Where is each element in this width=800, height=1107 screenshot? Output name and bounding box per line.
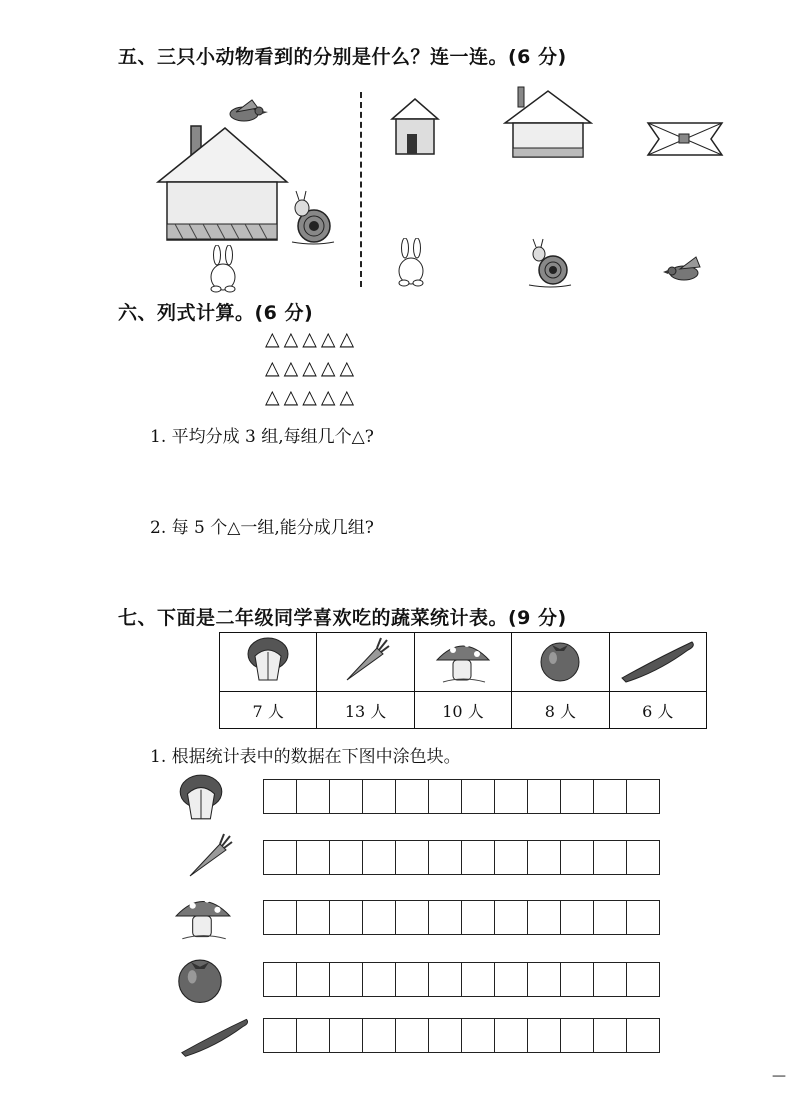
grid-cell[interactable] — [494, 900, 528, 935]
table-cell — [609, 633, 706, 692]
coloring-grid-row — [263, 962, 659, 997]
coloring-grid-row — [263, 900, 659, 935]
table-cell: 10 人 — [414, 692, 511, 729]
house-side-view-icon[interactable] — [503, 85, 593, 159]
triangle-row: △△△△△ — [265, 328, 359, 350]
grid-cell[interactable] — [362, 779, 396, 814]
grid-cell[interactable] — [263, 900, 297, 935]
grid-cell[interactable] — [362, 962, 396, 997]
grid-cell[interactable] — [626, 840, 660, 875]
grid-cell[interactable] — [527, 900, 561, 935]
grid-cell[interactable] — [362, 900, 396, 935]
rabbit-icon — [205, 245, 241, 293]
grid-cell[interactable] — [296, 840, 330, 875]
mushroom-icon — [433, 634, 493, 686]
table-cell: 13 人 — [317, 692, 414, 729]
grid-cell[interactable] — [494, 1018, 528, 1053]
grid-cell[interactable] — [395, 840, 429, 875]
grid-cell[interactable] — [626, 900, 660, 935]
house-icon — [155, 120, 290, 245]
page-mark: — — [772, 1068, 786, 1084]
grid-cell[interactable] — [329, 779, 363, 814]
section7-question-1: 1. 根据统计表中的数据在下图中涂色块。 — [150, 747, 461, 767]
table-cell — [317, 633, 414, 692]
grid-cell[interactable] — [494, 779, 528, 814]
cabbage-icon — [243, 634, 293, 686]
grid-cell[interactable] — [329, 1018, 363, 1053]
bird-icon[interactable] — [662, 255, 712, 285]
grid-cell[interactable] — [296, 1018, 330, 1053]
table-cell: 7 人 — [220, 692, 317, 729]
tomato-icon — [172, 950, 228, 1008]
grid-cell[interactable] — [296, 962, 330, 997]
carrot-icon — [341, 634, 391, 686]
table-cell — [220, 633, 317, 692]
grid-cell[interactable] — [593, 779, 627, 814]
grid-cell[interactable] — [527, 1018, 561, 1053]
snail-icon — [290, 188, 335, 248]
grid-cell[interactable] — [461, 962, 495, 997]
grid-cell[interactable] — [263, 1018, 297, 1053]
grid-cell[interactable] — [527, 779, 561, 814]
grid-cell[interactable] — [527, 962, 561, 997]
section5-title: 五、三只小动物看到的分别是什么？连一连。(6 分) — [118, 46, 567, 68]
grid-cell[interactable] — [428, 779, 462, 814]
tomato-icon — [535, 634, 585, 686]
mushroom-icon — [172, 888, 234, 944]
eggplant-icon — [172, 1012, 258, 1060]
grid-cell[interactable] — [593, 840, 627, 875]
carrot-icon — [178, 830, 240, 882]
roof-top-view-icon[interactable] — [645, 120, 725, 158]
grid-cell[interactable] — [263, 962, 297, 997]
grid-cell[interactable] — [626, 962, 660, 997]
grid-cell[interactable] — [494, 962, 528, 997]
grid-cell[interactable] — [461, 779, 495, 814]
grid-cell[interactable] — [296, 779, 330, 814]
grid-cell[interactable] — [626, 779, 660, 814]
coloring-grid-row — [263, 1018, 659, 1053]
table-cell — [512, 633, 609, 692]
grid-cell[interactable] — [560, 962, 594, 997]
grid-cell[interactable] — [329, 900, 363, 935]
grid-cell[interactable] — [263, 779, 297, 814]
grid-cell[interactable] — [329, 962, 363, 997]
grid-cell[interactable] — [395, 962, 429, 997]
coloring-grid-row — [263, 779, 659, 814]
grid-cell[interactable] — [593, 962, 627, 997]
grid-cell[interactable] — [461, 1018, 495, 1053]
triangle-row: △△△△△ — [265, 386, 359, 408]
grid-cell[interactable] — [428, 962, 462, 997]
section6-title: 六、列式计算。(6 分) — [118, 302, 314, 324]
small-house-front-view-icon[interactable] — [390, 97, 440, 157]
triangle-row: △△△△△ — [265, 357, 359, 379]
grid-cell[interactable] — [527, 840, 561, 875]
grid-cell[interactable] — [329, 840, 363, 875]
dashed-divider — [360, 92, 362, 287]
table-cell: 8 人 — [512, 692, 609, 729]
vegetable-stats-table — [219, 632, 707, 729]
section6-question-1: 1. 平均分成 3 组,每组几个△? — [150, 427, 374, 447]
section7-title: 七、下面是二年级同学喜欢吃的蔬菜统计表。(9 分) — [118, 607, 567, 629]
eggplant-icon — [618, 634, 698, 686]
grid-cell[interactable] — [395, 779, 429, 814]
grid-cell[interactable] — [560, 900, 594, 935]
cabbage-icon — [175, 770, 227, 826]
table-cell: 6 人 — [609, 692, 706, 729]
grid-cell[interactable] — [428, 840, 462, 875]
grid-cell[interactable] — [428, 1018, 462, 1053]
grid-cell[interactable] — [560, 1018, 594, 1053]
section6-question-2: 2. 每 5 个△一组,能分成几组? — [150, 518, 374, 538]
bird-icon — [222, 98, 270, 126]
table-cell — [414, 633, 511, 692]
coloring-grid-row — [263, 840, 659, 875]
grid-cell[interactable] — [395, 900, 429, 935]
grid-cell[interactable] — [395, 1018, 429, 1053]
snail-icon[interactable] — [527, 238, 572, 290]
grid-cell[interactable] — [593, 900, 627, 935]
grid-cell[interactable] — [626, 1018, 660, 1053]
grid-cell[interactable] — [461, 840, 495, 875]
grid-cell[interactable] — [362, 1018, 396, 1053]
grid-cell[interactable] — [461, 900, 495, 935]
grid-cell[interactable] — [263, 840, 297, 875]
grid-cell[interactable] — [560, 779, 594, 814]
grid-cell[interactable] — [296, 900, 330, 935]
grid-cell[interactable] — [428, 900, 462, 935]
grid-cell[interactable] — [494, 840, 528, 875]
grid-cell[interactable] — [362, 840, 396, 875]
rabbit-icon[interactable] — [393, 238, 429, 288]
grid-cell[interactable] — [593, 1018, 627, 1053]
grid-cell[interactable] — [560, 840, 594, 875]
